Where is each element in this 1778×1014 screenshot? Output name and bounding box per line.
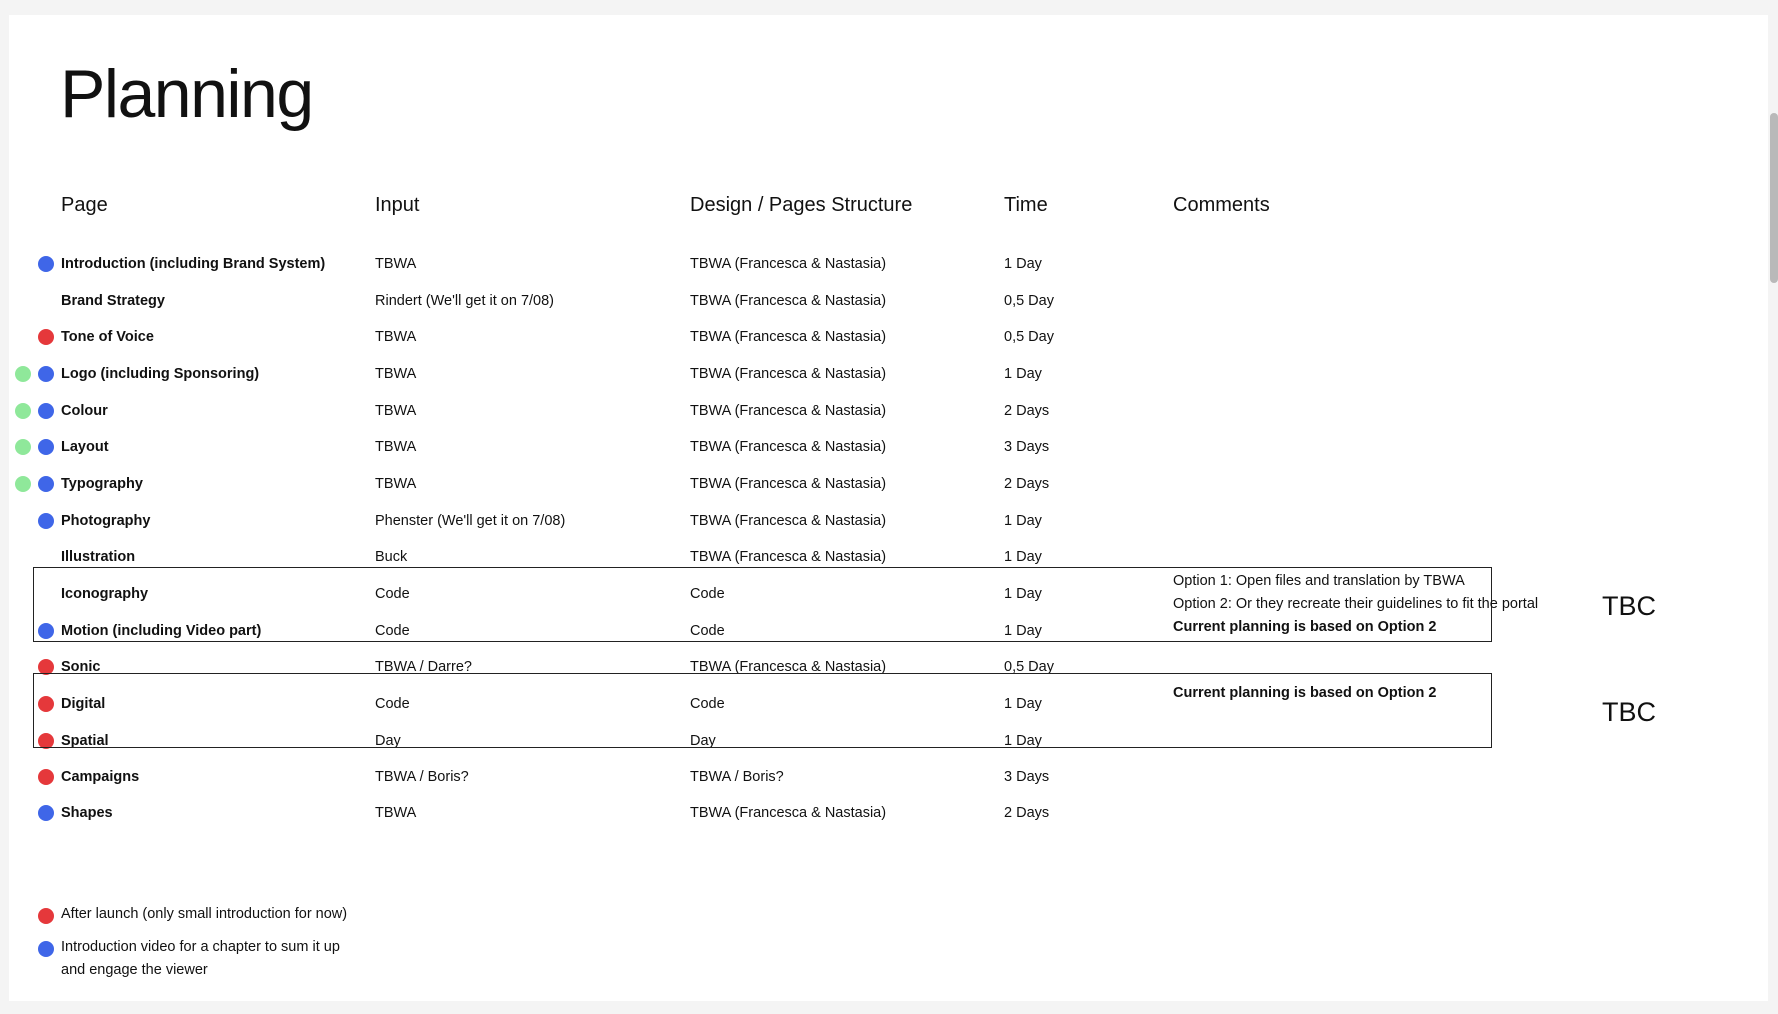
- design-value: Code: [690, 696, 725, 712]
- page-name: Sonic: [61, 659, 101, 675]
- red-status-dot: [38, 769, 54, 785]
- page-name: Layout: [61, 439, 109, 455]
- green-status-dot: [15, 476, 31, 492]
- legend-text: Introduction video for a chapter to sum it up and engage the viewer: [61, 939, 340, 978]
- input-value: Rindert (We'll get it on 7/08): [375, 293, 554, 309]
- time-value: 1 Day: [1004, 733, 1042, 749]
- comment-option-1: Option 1: Open files and translation by TBWA: [1173, 573, 1465, 589]
- page-name: Shapes: [61, 805, 113, 821]
- tbc-label: TBC: [1602, 591, 1656, 621]
- column-header-design: Design / Pages Structure: [690, 194, 913, 216]
- blue-status-dot: [38, 476, 54, 492]
- table-row: [9, 399, 1768, 423]
- design-value: Day: [690, 733, 716, 749]
- table-row: [9, 435, 1768, 459]
- time-value: 1 Day: [1004, 513, 1042, 529]
- design-value: TBWA (Francesca & Nastasia): [690, 256, 887, 272]
- time-value: 3 Days: [1004, 769, 1050, 785]
- comment-current-planning: Current planning is based on Option 2: [1173, 619, 1437, 635]
- time-value: 1 Day: [1004, 549, 1042, 565]
- time-value: 1 Day: [1004, 623, 1042, 639]
- time-value: 2 Days: [1004, 476, 1050, 492]
- input-value: Phenster (We'll get it on 7/08): [375, 513, 566, 529]
- design-value: TBWA (Francesca & Nastasia): [690, 403, 887, 419]
- time-value: 2 Days: [1004, 805, 1050, 821]
- green-status-dot: [15, 403, 31, 419]
- input-value: TBWA: [375, 403, 417, 419]
- table-row: [9, 545, 1768, 569]
- green-status-dot: [15, 439, 31, 455]
- input-value: Day: [375, 733, 401, 749]
- design-value: TBWA (Francesca & Nastasia): [690, 805, 887, 821]
- page-name: Brand Strategy: [61, 293, 165, 309]
- time-value: 3 Days: [1004, 439, 1050, 455]
- design-value: TBWA (Francesca & Nastasia): [690, 659, 887, 675]
- input-value: Code: [375, 623, 410, 639]
- input-value: TBWA: [375, 366, 417, 382]
- page-name: Logo (including Sponsoring): [61, 366, 260, 382]
- page-name: Spatial: [61, 733, 109, 749]
- design-value: TBWA (Francesca & Nastasia): [690, 513, 887, 529]
- blue-status-dot: [38, 805, 54, 821]
- input-value: Code: [375, 696, 410, 712]
- design-value: TBWA (Francesca & Nastasia): [690, 439, 887, 455]
- red-status-dot: [38, 329, 54, 345]
- time-value: 1 Day: [1004, 256, 1042, 272]
- table-row: [9, 472, 1768, 496]
- column-header-page: Page: [61, 194, 108, 216]
- design-value: TBWA / Boris?: [690, 769, 784, 785]
- input-value: TBWA: [375, 476, 417, 492]
- blue-status-dot: [38, 403, 54, 419]
- input-value: Code: [375, 586, 410, 602]
- time-value: 0,5 Day: [1004, 293, 1054, 309]
- page-name: Tone of Voice: [61, 329, 154, 345]
- vertical-scrollbar[interactable]: [1770, 113, 1778, 283]
- page-name: Illustration: [61, 549, 136, 565]
- blue-status-dot: [38, 256, 54, 272]
- page-name: Introduction (including Brand System): [61, 256, 326, 272]
- design-value: TBWA (Francesca & Nastasia): [690, 329, 887, 345]
- page-name: Motion (including Video part): [61, 623, 262, 639]
- design-value: TBWA (Francesca & Nastasia): [690, 366, 887, 382]
- table-row: [9, 325, 1768, 349]
- page-name: Digital: [61, 696, 106, 712]
- blue-status-dot: [38, 366, 54, 382]
- legend-text: After launch (only small introduction for now): [61, 906, 348, 922]
- page-name: Campaigns: [61, 769, 140, 785]
- design-value: Code: [690, 623, 725, 639]
- time-value: 2 Days: [1004, 403, 1050, 419]
- page-name: Iconography: [61, 586, 149, 602]
- input-value: TBWA / Boris?: [375, 769, 469, 785]
- time-value: 1 Day: [1004, 696, 1042, 712]
- page-title: Planning: [60, 56, 313, 132]
- page-name: Colour: [61, 403, 108, 419]
- input-value: TBWA: [375, 256, 417, 272]
- design-value: TBWA (Francesca & Nastasia): [690, 293, 887, 309]
- table-row: [9, 289, 1768, 313]
- table-row: [9, 509, 1768, 533]
- legend-blue-dot: [38, 941, 54, 957]
- column-header-input: Input: [375, 194, 420, 216]
- comment-option-2: Option 2: Or they recreate their guidelines to fit the portal: [1173, 596, 1539, 612]
- time-value: 1 Day: [1004, 586, 1042, 602]
- design-value: Code: [690, 586, 725, 602]
- blue-status-dot: [38, 439, 54, 455]
- input-value: Buck: [375, 549, 408, 565]
- page-name: Typography: [61, 476, 143, 492]
- input-value: TBWA: [375, 439, 417, 455]
- planning-page: [9, 15, 1768, 1001]
- time-value: 0,5 Day: [1004, 659, 1054, 675]
- column-header-comments: Comments: [1173, 194, 1270, 216]
- input-value: TBWA: [375, 805, 417, 821]
- input-value: TBWA / Darre?: [375, 659, 472, 675]
- green-status-dot: [15, 366, 31, 382]
- time-value: 1 Day: [1004, 366, 1042, 382]
- table-row: [9, 362, 1768, 386]
- table-row: [9, 252, 1768, 276]
- time-value: 0,5 Day: [1004, 329, 1054, 345]
- design-value: TBWA (Francesca & Nastasia): [690, 476, 887, 492]
- comment-current-planning: Current planning is based on Option 2: [1173, 685, 1437, 701]
- page-name: Photography: [61, 513, 151, 529]
- input-value: TBWA: [375, 329, 417, 345]
- table-row: [9, 765, 1768, 789]
- legend-red-dot: [38, 908, 54, 924]
- blue-status-dot: [38, 513, 54, 529]
- tbc-label: TBC: [1602, 697, 1656, 727]
- column-header-time: Time: [1004, 194, 1048, 216]
- table-row: [9, 801, 1768, 825]
- design-value: TBWA (Francesca & Nastasia): [690, 549, 887, 565]
